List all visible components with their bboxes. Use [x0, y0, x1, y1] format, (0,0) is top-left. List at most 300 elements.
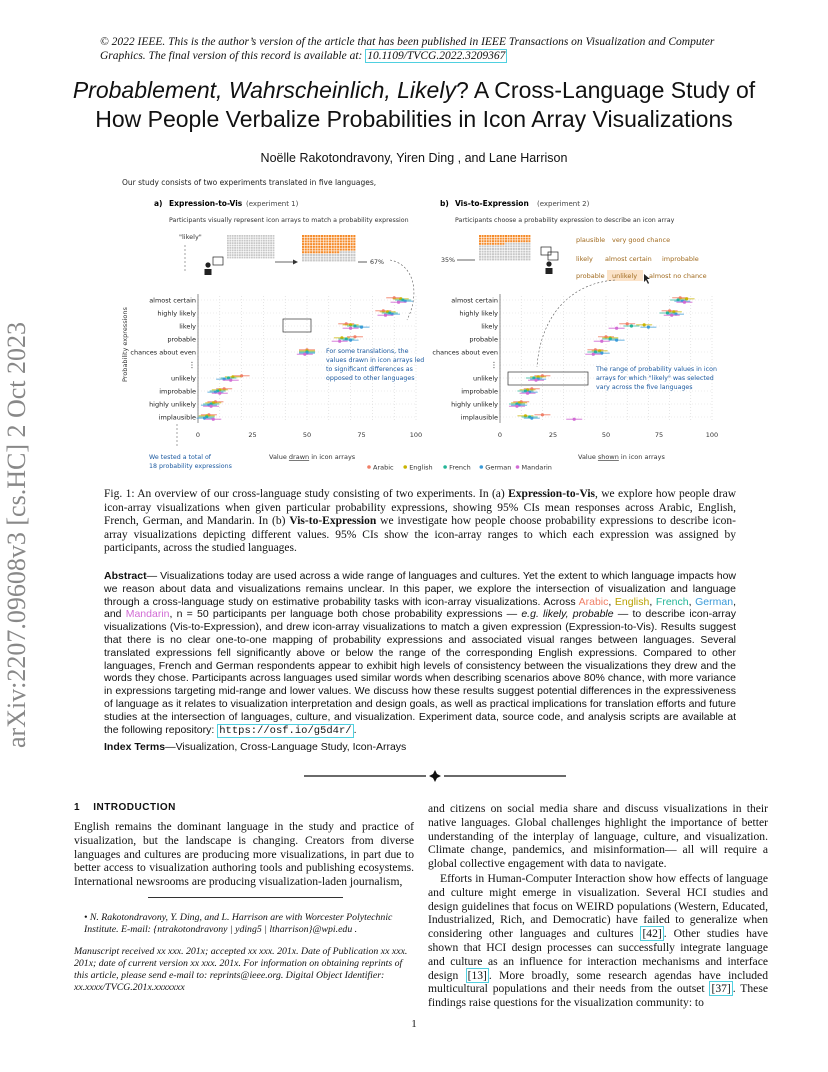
icon-a1-cell	[244, 240, 246, 242]
plot-b-point	[526, 392, 529, 395]
icon-b-cell	[515, 251, 517, 253]
icon-a2-cell	[340, 254, 342, 256]
icon-b-cell	[523, 243, 525, 245]
plot-a-point	[303, 353, 306, 356]
icon-a2-cell	[302, 238, 304, 240]
plot-b-point	[534, 379, 537, 382]
plot-a-point	[397, 301, 400, 304]
icon-b-cell	[502, 235, 504, 237]
icon-a1-cell	[227, 237, 229, 239]
icon-a2-cell	[353, 251, 355, 253]
tested-note-2: 18 probability expressions	[149, 463, 232, 470]
icon-a1-cell	[251, 252, 253, 254]
plot-b-tick-label: unlikely	[472, 374, 498, 383]
icon-a2-cell	[318, 249, 320, 251]
icon-b-cell	[502, 253, 504, 255]
icon-a2-cell	[348, 254, 350, 256]
icon-a1-cell	[246, 240, 248, 242]
icon-a2-cell	[353, 240, 355, 242]
icon-b-cell	[528, 243, 530, 245]
choice-probable: probable	[576, 272, 605, 280]
icon-a1-cell	[273, 237, 275, 239]
icon-array-filled	[302, 235, 355, 261]
icon-b-cell	[492, 235, 494, 237]
icon-b-cell	[521, 248, 523, 250]
icon-a2-cell	[307, 259, 309, 261]
icon-a1-cell	[234, 249, 236, 251]
icon-a2-cell	[318, 243, 320, 245]
icon-a1-cell	[232, 257, 234, 259]
doi-link[interactable]: 10.1109/TVCG.2022.3209367	[367, 50, 506, 62]
icon-a2-cell	[316, 235, 318, 237]
icon-a1-cell	[258, 252, 260, 254]
icon-b-cell	[526, 248, 528, 250]
icon-a2-cell	[340, 246, 342, 248]
icon-b-cell	[487, 256, 489, 258]
icon-b-cell	[502, 245, 504, 247]
icon-b-cell	[505, 251, 507, 253]
icon-a1-cell	[256, 240, 258, 242]
icon-a1-cell	[258, 235, 260, 237]
icon-a2-cell	[326, 240, 328, 242]
icon-a2-cell	[334, 235, 336, 237]
icon-a2-cell	[307, 254, 309, 256]
plot-a-tick-label: implausible	[158, 413, 196, 422]
icon-a2-cell	[324, 257, 326, 259]
plot-b-point	[670, 314, 673, 317]
icon-b-cell	[521, 256, 523, 258]
icon-a1-cell	[265, 242, 267, 244]
annot-b-line3: vary across the five languages	[596, 384, 693, 391]
icon-array-empty	[227, 235, 274, 258]
icon-b-cell	[523, 238, 525, 240]
plot-b-point	[573, 418, 576, 421]
icon-a1-cell	[241, 252, 243, 254]
icon-a2-cell	[310, 246, 312, 248]
icon-b-cell	[484, 243, 486, 245]
icon-a2-cell	[353, 259, 355, 261]
icon-a2-cell	[348, 235, 350, 237]
icon-a2-cell	[348, 238, 350, 240]
plot-b-point	[647, 326, 650, 329]
icon-b-cell	[492, 258, 494, 260]
icon-a1-cell	[229, 240, 231, 242]
icon-b-cell	[510, 253, 512, 255]
icon-a2-cell	[305, 235, 307, 237]
icon-a1-cell	[246, 254, 248, 256]
icon-a1-cell	[261, 252, 263, 254]
icon-b-cell	[505, 240, 507, 242]
icon-b-cell	[487, 258, 489, 260]
icon-a2-cell	[343, 249, 345, 251]
icon-a1-cell	[246, 245, 248, 247]
icon-b-cell	[482, 251, 484, 253]
plot-b-tick-label: improbable	[461, 387, 498, 396]
icon-a1-cell	[270, 242, 272, 244]
icon-a2-cell	[302, 249, 304, 251]
icon-a2-cell	[351, 240, 353, 242]
icon-b-cell	[508, 248, 510, 250]
icon-a2-cell	[313, 240, 315, 242]
panel-a-pct: 67%	[370, 259, 384, 266]
icon-b-cell	[513, 235, 515, 237]
icon-b-cell	[479, 245, 481, 247]
icon-a2-cell	[326, 235, 328, 237]
icon-b-cell	[528, 245, 530, 247]
icon-a2-cell	[321, 238, 323, 240]
icon-a2-cell	[318, 238, 320, 240]
panel-a-label: a)	[154, 199, 163, 208]
icon-a2-cell	[345, 249, 347, 251]
icon-b-cell	[518, 238, 520, 240]
icon-a2-cell	[313, 249, 315, 251]
icon-a1-cell	[263, 254, 265, 256]
icon-b-cell	[497, 235, 499, 237]
legend-label: Arabic	[373, 463, 394, 472]
icon-a1-cell	[232, 252, 234, 254]
icon-a2-cell	[334, 259, 336, 261]
icon-a2-cell	[324, 249, 326, 251]
icon-a1-cell	[241, 257, 243, 259]
icon-b-cell	[484, 245, 486, 247]
icon-b-cell	[521, 243, 523, 245]
icon-b-cell	[495, 245, 497, 247]
icon-b-cell	[528, 253, 530, 255]
icon-a2-cell	[337, 254, 339, 256]
panel-b-pct: 35%	[441, 257, 455, 264]
icon-b-cell	[484, 235, 486, 237]
cite-42[interactable]: [42]	[642, 927, 662, 941]
icon-b-cell	[508, 258, 510, 260]
icon-a2-cell	[329, 240, 331, 242]
figure-intro: Our study consists of two experiments translated in five languages,	[122, 178, 377, 187]
icon-a2-cell	[329, 257, 331, 259]
icon-a1-cell	[256, 235, 258, 237]
icon-b-cell	[510, 245, 512, 247]
icon-b-cell	[495, 251, 497, 253]
icon-a1-cell	[234, 242, 236, 244]
choice-improbable: improbable	[662, 255, 699, 263]
icon-b-cell	[521, 235, 523, 237]
icon-a1-cell	[261, 247, 263, 249]
icon-b-cell	[526, 245, 528, 247]
icon-a2-cell	[307, 249, 309, 251]
icon-a2-cell	[316, 254, 318, 256]
icon-b-cell	[497, 253, 499, 255]
icon-a1-cell	[234, 254, 236, 256]
annot-a-dashed	[390, 260, 414, 320]
icon-a2-cell	[353, 257, 355, 259]
icon-a2-cell	[326, 254, 328, 256]
icon-b-cell	[523, 245, 525, 247]
icon-b-cell	[497, 243, 499, 245]
icon-a2-cell	[340, 238, 342, 240]
icon-b-cell	[497, 245, 499, 247]
icon-a2-cell	[332, 251, 334, 253]
plot-a-point	[229, 379, 232, 382]
plot-a-x-tick: 0	[195, 431, 201, 439]
icon-b-cell	[521, 238, 523, 240]
icon-a2-cell	[321, 249, 323, 251]
icon-a1-cell	[268, 257, 270, 259]
icon-a1-cell	[270, 240, 272, 242]
plot-b-point	[643, 323, 646, 326]
icon-b-cell	[500, 253, 502, 255]
icon-b-cell	[479, 243, 481, 245]
icon-b-cell	[497, 256, 499, 258]
plot-b-point	[615, 339, 618, 342]
icon-b-cell	[502, 256, 504, 258]
icon-a2-cell	[353, 235, 355, 237]
figure-1	[95, 172, 745, 482]
legend-swatch	[480, 465, 484, 469]
annot-a-line2: values drawn in icon arrays led	[326, 357, 425, 364]
icon-a2-cell	[337, 240, 339, 242]
icon-a2-cell	[343, 259, 345, 261]
icon-a1-cell	[232, 242, 234, 244]
icon-a2-cell	[345, 259, 347, 261]
icon-a1-cell	[268, 249, 270, 251]
icon-a1-cell	[270, 245, 272, 247]
icon-b-cell	[500, 235, 502, 237]
icon-a2-cell	[343, 254, 345, 256]
icon-a2-cell	[326, 257, 328, 259]
plot-a-x-tick: 75	[357, 431, 366, 439]
icon-a1-cell	[234, 247, 236, 249]
icon-b-cell	[497, 258, 499, 260]
icon-a2-cell	[337, 238, 339, 240]
icon-a1-cell	[263, 237, 265, 239]
icon-a2-cell	[316, 259, 318, 261]
icon-b-cell	[482, 256, 484, 258]
icon-a2-cell	[343, 240, 345, 242]
icon-a1-cell	[270, 257, 272, 259]
icon-a2-cell	[324, 243, 326, 245]
plot-a-point	[384, 314, 387, 317]
icon-a1-cell	[268, 242, 270, 244]
icon-a1-cell	[227, 245, 229, 247]
icon-b-cell	[523, 253, 525, 255]
icon-b-cell	[515, 258, 517, 260]
icon-b-cell	[489, 240, 491, 242]
panel-a-desc: Participants visually represent icon arrays to match a probability expression	[169, 217, 409, 224]
cite-37[interactable]: [37]	[711, 982, 731, 996]
icon-a2-cell	[345, 235, 347, 237]
icon-a1-cell	[249, 240, 251, 242]
annot-a-line1: For some translations, the	[326, 348, 409, 355]
icon-b-cell	[526, 253, 528, 255]
icon-a2-cell	[351, 238, 353, 240]
icon-a1-cell	[270, 237, 272, 239]
icon-a2-cell	[316, 251, 318, 253]
icon-b-cell	[526, 238, 528, 240]
plot-a-point	[218, 392, 221, 395]
icon-a1-cell	[227, 249, 229, 251]
cite-13[interactable]: [13]	[467, 968, 487, 982]
plot-b-tick-label: likely	[481, 322, 498, 331]
icon-b-cell	[487, 245, 489, 247]
icon-b-cell	[489, 243, 491, 245]
icon-b-cell	[489, 256, 491, 258]
icon-a1-cell	[265, 254, 267, 256]
plot-b-tick-label: ⋮	[490, 360, 498, 370]
icon-b-cell	[515, 238, 517, 240]
icon-a1-cell	[232, 240, 234, 242]
plot-b-tick-label: highly unlikely	[451, 400, 498, 409]
icon-a1-cell	[251, 237, 253, 239]
icon-b-cell	[479, 251, 481, 253]
icon-b-cell	[528, 251, 530, 253]
legend	[367, 464, 552, 472]
icon-a1-cell	[229, 242, 231, 244]
icon-b-cell	[482, 253, 484, 255]
plot-b-x-tick: 25	[548, 431, 558, 439]
icon-a2-cell	[305, 251, 307, 253]
icon-a1-cell	[239, 247, 241, 249]
icon-b-cell	[489, 245, 491, 247]
icon-a1-cell	[249, 249, 251, 251]
icon-a2-cell	[302, 246, 304, 248]
icon-b-cell	[482, 240, 484, 242]
icon-a1-cell	[256, 254, 258, 256]
icon-b-cell	[487, 243, 489, 245]
icon-b-cell	[502, 248, 504, 250]
icon-a2-cell	[329, 249, 331, 251]
icon-a1-cell	[263, 245, 265, 247]
icon-b-cell	[484, 251, 486, 253]
icon-a2-cell	[313, 243, 315, 245]
icon-b-cell	[513, 256, 515, 258]
icon-a1-cell	[232, 235, 234, 237]
icon-a1-cell	[265, 257, 267, 259]
legend-label: English	[409, 463, 433, 472]
icon-a2-cell	[305, 238, 307, 240]
icon-b-cell	[497, 248, 499, 250]
icon-a1-cell	[239, 235, 241, 237]
plot-b-point	[630, 324, 633, 327]
icon-a1-cell	[251, 257, 253, 259]
icon-a1-cell	[261, 245, 263, 247]
choice-unlikely: unlikely	[612, 272, 638, 280]
icon-a2-cell	[332, 235, 334, 237]
icon-b-cell	[526, 235, 528, 237]
icon-b-cell	[487, 251, 489, 253]
icon-a1-cell	[237, 247, 239, 249]
icon-a1-cell	[244, 245, 246, 247]
icon-a1-cell	[270, 252, 272, 254]
icon-a2-cell	[340, 257, 342, 259]
icon-a2-cell	[351, 249, 353, 251]
icon-a2-cell	[332, 238, 334, 240]
icon-a2-cell	[326, 238, 328, 240]
figure-svg	[95, 172, 745, 482]
icon-b-cell	[500, 240, 502, 242]
icon-a1-cell	[241, 245, 243, 247]
annot-a-line3: to significant differences as	[326, 366, 413, 373]
footnote-manuscript: Manuscript received xx xxx. 201x; accepted xx xxx. 201x. Date of Publication xx xxx. 201x; date of current version xx xxx. 201x. For information on obtaining reprints of this article, please send e-mail to: reprints@ieee.org. Digital Object Identifier: xx.xxxx/TVCG.201x.xxxxxxx	[74, 946, 408, 993]
icon-a2-cell	[329, 238, 331, 240]
icon-a1-cell	[261, 249, 263, 251]
plot-a-tick-label: likely	[179, 322, 196, 331]
plot-b-tick-label: implausible	[460, 413, 498, 422]
icon-a1-cell	[241, 240, 243, 242]
icon-a2-cell	[324, 240, 326, 242]
icon-b-cell	[513, 245, 515, 247]
icon-b-cell	[482, 235, 484, 237]
icon-a2-cell	[305, 246, 307, 248]
icon-a1-cell	[273, 252, 275, 254]
icon-a1-cell	[268, 240, 270, 242]
plot-a-tick-label: probable	[167, 335, 196, 344]
icon-b-cell	[518, 258, 520, 260]
icon-a1-cell	[249, 237, 251, 239]
icon-b-cell	[497, 240, 499, 242]
plot-b-point	[515, 405, 518, 408]
icon-a1-cell	[253, 254, 255, 256]
icon-b-cell	[518, 235, 520, 237]
icon-b-cell	[523, 248, 525, 250]
icon-a2-cell	[321, 243, 323, 245]
icon-a2-cell	[345, 246, 347, 248]
icon-a2-cell	[329, 259, 331, 261]
icon-b-cell	[484, 248, 486, 250]
choice-very-good-chance: very good chance	[612, 236, 671, 244]
icon-b-cell	[487, 238, 489, 240]
icon-a1-cell	[268, 245, 270, 247]
legend-swatch	[367, 465, 371, 469]
icon-b-cell	[492, 245, 494, 247]
icon-a1-cell	[237, 235, 239, 237]
icon-a1-cell	[251, 242, 253, 244]
repo-link[interactable]: https://osf.io/g5d4r/	[219, 724, 352, 737]
icon-b-cell	[492, 251, 494, 253]
icon-b-cell	[479, 240, 481, 242]
icon-a1-cell	[261, 254, 263, 256]
choice-plausible: plausible	[576, 236, 606, 244]
icon-b-cell	[500, 256, 502, 258]
icon-a2-cell	[334, 251, 336, 253]
icon-a1-cell	[258, 240, 260, 242]
icon-a2-cell	[345, 257, 347, 259]
icon-b-cell	[518, 245, 520, 247]
icon-b-cell	[489, 251, 491, 253]
icon-a1-cell	[244, 237, 246, 239]
icon-a2-cell	[321, 259, 323, 261]
icon-a1-cell	[239, 249, 241, 251]
icon-a1-cell	[229, 257, 231, 259]
icon-a1-cell	[246, 237, 248, 239]
icon-b-cell	[523, 258, 525, 260]
icon-b-cell	[492, 256, 494, 258]
icon-a2-cell	[351, 235, 353, 237]
icon-a1-cell	[241, 254, 243, 256]
icon-a1-cell	[237, 237, 239, 239]
icon-a1-cell	[253, 235, 255, 237]
icon-a2-cell	[302, 251, 304, 253]
icon-a2-cell	[310, 254, 312, 256]
icon-b-cell	[508, 256, 510, 258]
icon-a1-cell	[244, 235, 246, 237]
icon-a1-cell	[249, 254, 251, 256]
icon-b-cell	[513, 258, 515, 260]
person-icon-a	[205, 257, 224, 275]
plot-b-point	[683, 301, 686, 304]
icon-b-cell	[510, 256, 512, 258]
icon-a1-cell	[261, 240, 263, 242]
icon-a1-cell	[268, 254, 270, 256]
legend-label: Mandarin	[521, 463, 552, 472]
icon-a1-cell	[241, 237, 243, 239]
